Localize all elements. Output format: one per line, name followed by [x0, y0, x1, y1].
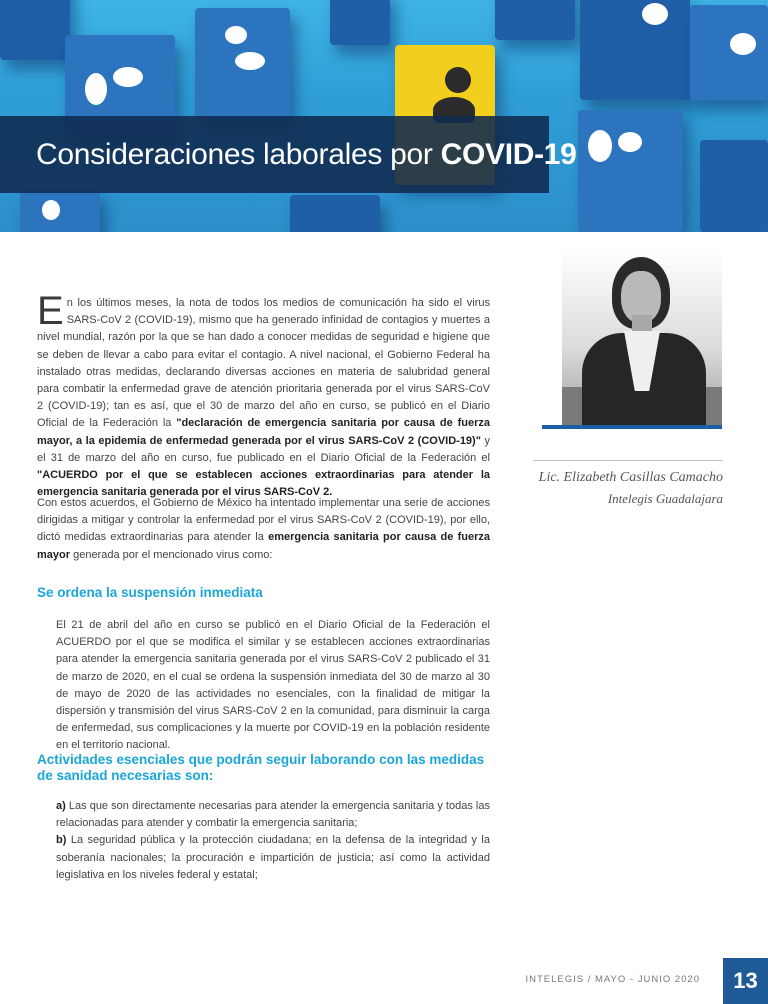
publication-footer: INTELEGIS / MAYO - JUNIO 2020: [525, 974, 700, 985]
title-band: [0, 116, 577, 193]
cube-graphic: [580, 0, 690, 100]
page-number: 13: [723, 958, 768, 1004]
cube-graphic: [330, 0, 390, 45]
list-item: b) La seguridad pública y la protección ciudadana; en la defensa de la integridad y la soberanía nacionales; la procuración e impartición de justicia; así como la actividad legislativa en los niveles federal y estatal;: [56, 834, 490, 881]
cube-graphic: [290, 195, 380, 232]
cube-graphic: [578, 110, 683, 232]
section-heading: Actividades esenciales que podrán seguir laborando con las medidas de sanidad necesarias son:: [37, 752, 485, 783]
hero-image: [0, 0, 768, 232]
author-photo: [562, 249, 722, 427]
cube-graphic: [690, 5, 768, 100]
cube-graphic: [20, 190, 100, 232]
drop-cap: E: [37, 289, 64, 333]
cube-graphic: [0, 0, 70, 60]
cube-graphic: [495, 0, 575, 40]
author-organization: Intelegis Guadalajara: [607, 491, 723, 506]
paragraph: El 21 de abril del año en curso se publicó en el Diario Oficial de la Federación el ACUERDO por el que se modifica el similar y se establecen acciones extraordinarias para atender la emergencia sanitaria generada por el virus SARS-CoV 2 publicado el 31 de marzo de 2020, en el cual se ordena la suspensión inmediata del 30 de marzo al 30 de mayo de 2020 de las actividades no esenciales, con la finalidad de mitigar la dispersión y transmisión del virus SARS-CoV 2 en la comunidad, para disminuir la carga de enfermedad, sus complicaciones y la muerte por COVID-19 en la población residente en el territorio nacional.: [56, 619, 490, 752]
paragraph: Con estos acuerdos, el Gobierno de México ha intentado implementar una serie de acciones dirigidas a mitigar y controlar la enfermedad por el virus SARS-CoV 2 (COVID-19), por ello, dictó medidas extraordinarias para atender la emergencia sanitaria por causa de fuerza mayor generada por el mencionado virus como:: [37, 497, 490, 561]
intro-paragraph: En los últimos meses, la nota de todos los medios de comunicación ha sido el virus SARS-CoV 2 (COVID-19), mismo que ha generado infinidad de contagios y muertes a nivel mundial, razón por la que se han dado a conocer medidas de seguridad e higiene que se deben de llevar a cabo para evitar el contagio. A nivel nacional, el Gobierno Federal ha instalado otras medidas, declarando diversas acciones en materia de salubridad general para combatir la enfermedad grave de atención prioritaria generada por el virus SARS-CoV 2 (COVID-19); tan es así, que el 30 de marzo del año en curso, se publicó en el Diario Oficial de la Federación la "declaración de emergencia sanitaria por causa de fuerza mayor, a la epidemia de enfermedad generada por el virus SARS-CoV 2 (COVID-19)" y el 31 de marzo del año en curso, fue publicado en el Diario Oficial de la Federación el "ACUERDO por el que se establecen acciones extraordinarias para atender la emergencia sanitaria generada por el virus SARS-CoV 2.: [37, 289, 490, 499]
photo-accent-bar: [542, 425, 722, 429]
cube-graphic: [195, 8, 290, 118]
article-title: Consideraciones laborales por COVID-19: [36, 138, 577, 171]
divider: [533, 460, 723, 461]
list-item: a) Las que son directamente necesarias para atender la emergencia sanitaria y todas las relacionadas para atender y combatir la emergencia sanitaria;: [56, 800, 490, 830]
essential-activities-list: [56, 798, 490, 884]
section-heading: Se ordena la suspensión inmediata: [37, 585, 263, 600]
cube-graphic: [700, 140, 768, 232]
author-name: Lic. Elizabeth Casillas Camacho: [538, 470, 723, 485]
